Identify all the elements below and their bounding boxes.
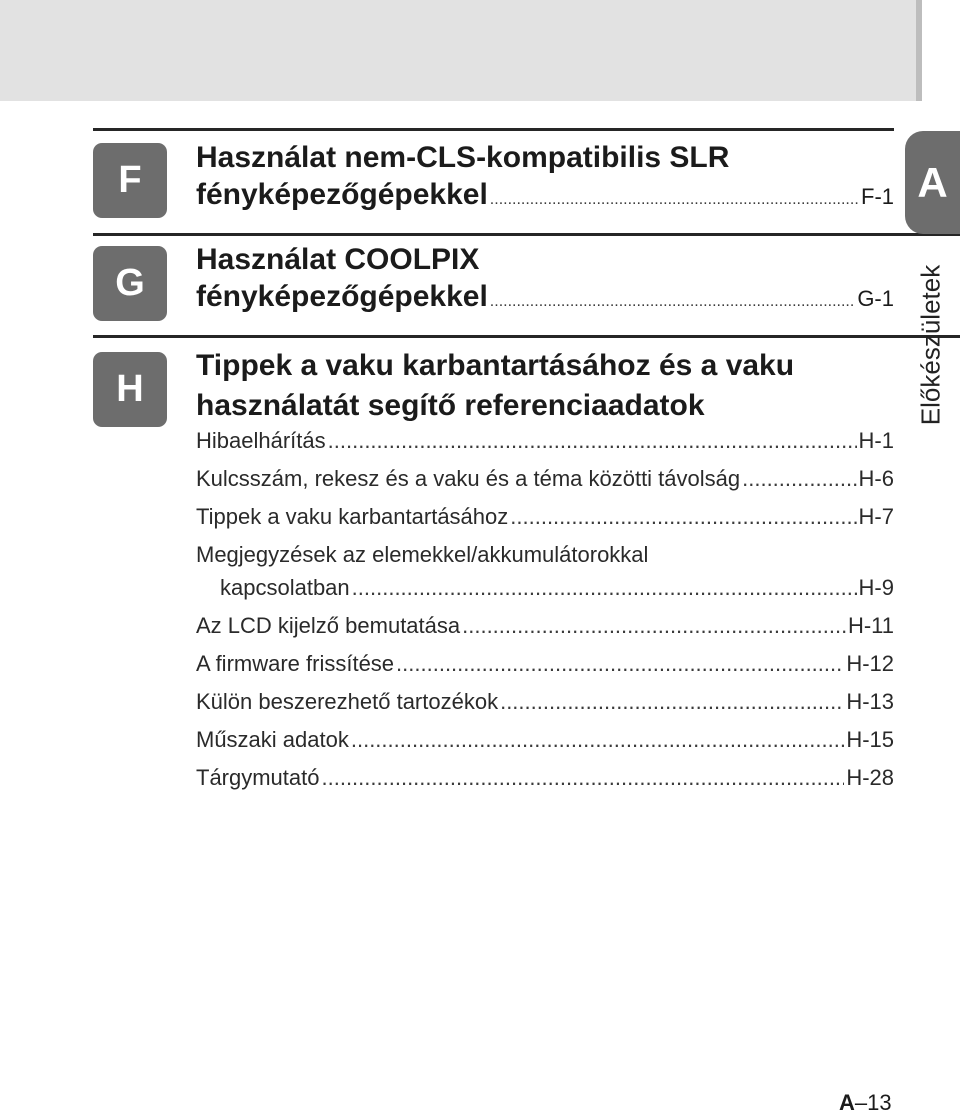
toc-title: Az LCD kijelző bemutatása [196,613,461,638]
toc-entry-karbantartas[interactable] [196,504,894,530]
page-number [839,1090,892,1116]
leader-dots [500,689,844,715]
toc-entry-tartozekok[interactable] [196,689,894,715]
toc-page: F-1 [861,184,894,209]
section-letter: H [116,368,144,410]
section-f-heading: Használat nem-CLS-kompatibilis SLR [196,141,730,174]
section-letter: F [118,159,142,201]
page-number-suffix: –13 [854,1090,892,1115]
leader-dots [328,428,857,454]
toc-page: G-1 [857,286,894,311]
section-tab-h [93,352,167,427]
toc-title: kapcsolatban [220,575,350,600]
toc-entry-megjegyzesek[interactable] [220,575,894,601]
section-tab-g [93,246,167,321]
section-g-entry[interactable] [196,280,894,314]
toc-page: H-11 [847,613,894,638]
toc-title: fényképezőgépekkel [196,178,488,211]
section-letter: G [115,262,145,304]
chapter-title: Előkészületek [915,264,946,426]
leader-dots [510,504,856,530]
toc-page: H-15 [846,727,894,752]
page-number-prefix: A [839,1090,855,1115]
toc-entry-muszaki-adatok[interactable] [196,727,894,753]
toc-page: H-13 [846,689,894,714]
toc-title: Kulcsszám, rekesz és a vaku és a téma közötti távolság [196,466,741,491]
section-rule-g [93,233,960,236]
toc-title: Tárgymutató [196,765,320,790]
toc-entry-hibaelharitas[interactable] [196,428,894,454]
leader-dots [742,466,856,492]
toc-entry-targymutato[interactable] [196,765,894,791]
toc-page: H-1 [858,428,894,453]
section-rule-f [93,128,894,131]
section-rule-h [93,335,960,338]
section-tab-f [93,143,167,218]
leader-dots [351,727,844,753]
toc-title: A firmware frissítése [196,651,395,676]
section-f-entry[interactable] [196,178,894,212]
toc-entry-kulcsszam[interactable] [196,466,894,492]
leader-dots [462,613,846,639]
top-band [0,0,916,101]
toc-title: Tippek a vaku karbantartásához [196,504,509,529]
toc-entry-megjegyzesek-line1[interactable]: Megjegyzések az elemekkel/akkumulátorokkal [196,542,649,567]
top-band-edge [916,0,922,101]
chapter-tab [905,131,960,234]
toc-page: H-9 [858,575,894,600]
toc-page: H-7 [858,504,894,529]
leader-dots [396,651,844,677]
leader-dots [322,765,845,791]
toc-page: H-12 [846,651,894,676]
section-h-heading-line1: Tippek a vaku karbantartásához és a vaku [196,349,795,382]
toc-page: H-28 [846,765,894,790]
section-g-heading: Használat COOLPIX [196,243,480,276]
leader-dots [490,293,856,311]
section-h-heading-line2: használatát segítő referenciaadatok [196,389,705,422]
leader-dots [490,191,859,209]
leader-dots [352,575,857,601]
toc-page: H-6 [858,466,894,491]
toc-title: Hibaelhárítás [196,428,326,453]
chapter-letter: A [917,158,948,206]
toc-title: Külön beszerezhető tartozékok [196,689,499,714]
toc-entry-firmware[interactable] [196,651,894,677]
toc-title: Műszaki adatok [196,727,349,752]
toc-entry-lcd[interactable] [196,613,894,639]
toc-title: fényképezőgépekkel [196,280,488,313]
